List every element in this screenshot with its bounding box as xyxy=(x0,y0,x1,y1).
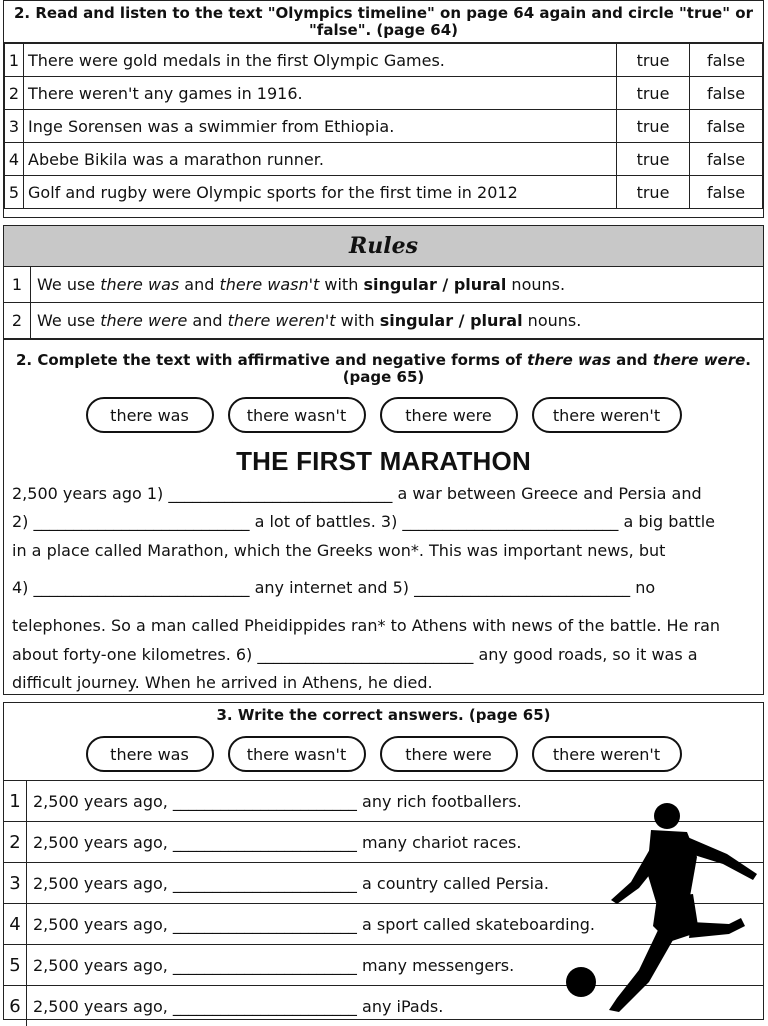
statement: There weren't any games in 1916. xyxy=(24,77,617,110)
complete-text-title xyxy=(4,340,763,386)
text-line: 4) ___________________________ any internet and 5) ___________________________ no xyxy=(12,578,656,597)
complete-text-title-b: and xyxy=(610,351,653,369)
rule-post: nouns. xyxy=(522,311,582,330)
word-option: there was xyxy=(86,397,214,433)
answer-sentence[interactable]: 2,500 years ago, _______________________ any iPads. xyxy=(33,996,444,1016)
statement: Golf and rugby were Olympic sports for the first time in 2012 xyxy=(24,176,617,209)
rule-text xyxy=(31,275,565,294)
word-option: there were xyxy=(380,397,518,433)
complete-text-title-line2: (page 65) xyxy=(342,368,425,386)
statement: There were gold medals in the first Olympic Games. xyxy=(24,44,617,77)
text-line: about forty-one kilometres. 6) ___________________________ any good roads, so it was a xyxy=(12,645,698,664)
text-line: in a place called Marathon, which the Greeks won*. This was important news, but xyxy=(12,541,666,560)
true-false-row xyxy=(5,110,763,143)
footballer-silhouette-icon xyxy=(559,802,759,1017)
complete-text-title-a: 2. Complete the text with affirmative and negative forms of xyxy=(16,351,528,369)
rule-mid: and xyxy=(187,311,228,330)
rule-mid: and xyxy=(179,275,220,294)
true-false-row xyxy=(5,143,763,176)
rule-pre: We use xyxy=(37,311,101,330)
row-number: 4 xyxy=(5,143,24,176)
false-option[interactable]: false xyxy=(690,77,763,110)
true-option[interactable]: true xyxy=(617,176,690,209)
rule-form-1: there was xyxy=(100,275,180,294)
rule-pre: We use xyxy=(37,275,101,294)
true-option[interactable]: true xyxy=(617,143,690,176)
answer-sentence[interactable]: 2,500 years ago, _______________________ a country called Persia. xyxy=(33,873,549,893)
false-option[interactable]: false xyxy=(690,143,763,176)
word-option: there were xyxy=(380,736,518,772)
word-option: there weren't xyxy=(532,736,682,772)
complete-text-title-i2: there were xyxy=(652,351,746,369)
true-false-row xyxy=(5,44,763,77)
true-false-title-line1: 2. Read and listen to the text "Olympics timeline" on page 64 again and circle "true" or xyxy=(14,4,753,22)
text-line: telephones. So a man called Pheidippides ran* to Athens with news of the battle. He ran xyxy=(12,616,721,635)
true-false-row xyxy=(5,176,763,209)
word-bank xyxy=(4,397,763,433)
true-false-row xyxy=(5,77,763,110)
rule-form-1: there were xyxy=(100,311,188,330)
row-number: 1 xyxy=(5,44,24,77)
rule-row xyxy=(4,302,763,338)
answer-number: 4 xyxy=(4,904,27,944)
answer-number: 1 xyxy=(4,781,27,821)
text-line: 2) ___________________________ a lot of battles. 3) ___________________________ a big battle xyxy=(12,512,716,531)
true-option[interactable]: true xyxy=(617,77,690,110)
rule-text xyxy=(31,311,581,330)
false-option[interactable]: false xyxy=(690,176,763,209)
true-false-title xyxy=(4,1,763,43)
answer-number: 2 xyxy=(4,822,27,862)
statement: Inge Sorensen was a swimmier from Ethiopia. xyxy=(24,110,617,143)
write-answers-title: 3. Write the correct answers. (page 65) xyxy=(216,706,551,724)
rule-choice[interactable]: singular / plural xyxy=(379,311,523,330)
answer-sentence[interactable]: 2,500 years ago, _______________________ a sport called skateboarding. xyxy=(33,914,595,934)
false-option[interactable]: false xyxy=(690,44,763,77)
true-option[interactable]: true xyxy=(617,110,690,143)
rule-with: with xyxy=(319,275,364,294)
word-option: there weren't xyxy=(532,397,682,433)
rule-row xyxy=(4,267,763,302)
answer-number: 5 xyxy=(4,945,27,985)
true-false-title-line2: "false". (page 64) xyxy=(308,21,459,39)
rule-form-2: there wasn't xyxy=(219,275,320,294)
rule-number: 1 xyxy=(4,267,31,302)
true-option[interactable]: true xyxy=(617,44,690,77)
text-line: 2,500 years ago 1) ____________________________ a war between Greece and Persia and xyxy=(12,484,702,503)
rule-number: 2 xyxy=(4,303,31,338)
text-line: difficult journey. When he arrived in Athens, he died. xyxy=(12,673,433,692)
answer-number: 3 xyxy=(4,863,27,903)
answer-sentence[interactable]: 2,500 years ago, _______________________ any rich footballers. xyxy=(33,791,522,811)
word-option: there wasn't xyxy=(228,397,366,433)
row-number: 3 xyxy=(5,110,24,143)
rules-section xyxy=(3,225,764,339)
row-number: 2 xyxy=(5,77,24,110)
rules-heading: Rules xyxy=(4,226,763,267)
statement: Abebe Bikila was a marathon runner. xyxy=(24,143,617,176)
rule-with: with xyxy=(335,311,380,330)
complete-text-title-c: . xyxy=(745,351,751,369)
word-option: there wasn't xyxy=(228,736,366,772)
text-heading: THE FIRST MARATHON xyxy=(236,446,531,476)
rule-post: nouns. xyxy=(506,275,566,294)
word-option: there was xyxy=(86,736,214,772)
word-bank-2 xyxy=(4,736,763,772)
row-number: 5 xyxy=(5,176,24,209)
rule-choice[interactable]: singular / plural xyxy=(363,275,507,294)
true-false-table xyxy=(4,43,763,209)
complete-text-section xyxy=(3,339,764,695)
complete-text-title-i1: there was xyxy=(527,351,611,369)
answer-sentence[interactable]: 2,500 years ago, _______________________ many messengers. xyxy=(33,955,515,975)
write-answers-section xyxy=(3,702,764,1020)
rule-form-2: there weren't xyxy=(227,311,336,330)
answer-number: 6 xyxy=(4,986,27,1026)
false-option[interactable]: false xyxy=(690,110,763,143)
answer-sentence[interactable]: 2,500 years ago, _______________________ many chariot races. xyxy=(33,832,522,852)
true-false-section xyxy=(3,0,764,218)
